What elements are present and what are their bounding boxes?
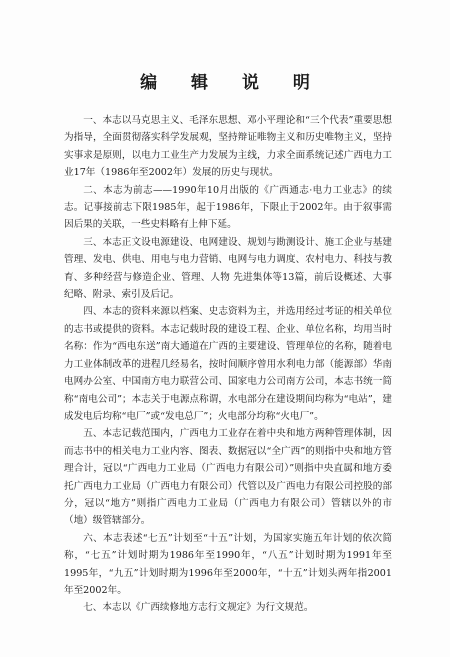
paragraph-1: 一、本志以马克思主义、毛泽东思想、邓小平理论和“三个代表”重要思想为指导，全面贯彻落实科学发展观，坚持辩证唯物主义和历史唯物主义，坚持实事求是原则，以电力工业生产力发展为主线，力求全面系统记述广西电力工业17年（1986年至2002年）发展的历史与现状。: [64, 115, 392, 179]
paragraph-7: 七、本志以《广西续修地方志行文规定》为行文规范。: [83, 602, 314, 614]
editorial-notes-body: [64, 112, 392, 617]
paragraph-6: 六、本志表述“七五”计划至“十五”计划，为国家实施五年计划的依次简称，“七五”计划时期为1986年至1990年，“八五”计划时期为1991年至1995年，“九五”计划时期为1996年至2000年，“十五”计划头两年指2001年至2002年。: [64, 532, 392, 596]
paragraph-3: 三、本志正文设电源建设、电网建设、规划与勘测设计、施工企业与基建管理、发电、供电、用电与电力营销、电网与电力调度、农村电力、科技与教育、多种经营与修造企业、管理、人物 先进集体等13篇，前后设概述、大事纪略、附录、索引及后记。: [64, 236, 392, 301]
paragraph-2: 二、本志为前志——1990年10月出版的《广西通志·电力工业志》的续志。记事接前志下限1985年，起于1986年，下限止于2002年。由于叙事需因后果的关联，一些史料略有上伸下延。: [64, 184, 392, 231]
paragraph-5: 五、本志记载范围内，广西电力工业存在着中央和地方两种管理体制，因而志书中的相关电力工业内容、图表、数据冠以“全广西”的则指中央和地方管理合计，冠以“广西电力工业局（广西电力有限公司）”则指中央直属和地方委托广西电力工业局（广西电力有限公司）代管以及广西电力有限公司控股的部分，冠以“地方”则指广西电力工业局（广西电力有限公司）管辖以外的市（地）级管辖部分。: [64, 428, 392, 527]
paragraph-4: 四、本志的资料来源以档案、史志资料为主，并选用经过考证的相关单位的志书或提供的资料。本志记载时段的建设工程、企业、单位名称，均用当时名称：作为“西电东送”南大通道在广西的主要建设、管理单位的名称，随着电力工业体制改革的进程几经易名，按时间顺序曾用水利电力部（能源部）华南电网办公室、中国南方电力联营公司、国家电力公司南方公司，本志书统一简称“南电公司”；本志关于电源点称谓，水电部分在建设期间均称为“电站”，建成发电后均称“电厂”或“发电总厂”；火电部分均称“火电厂”。: [64, 306, 392, 422]
page-title: 编 辑 说 明: [140, 73, 324, 93]
